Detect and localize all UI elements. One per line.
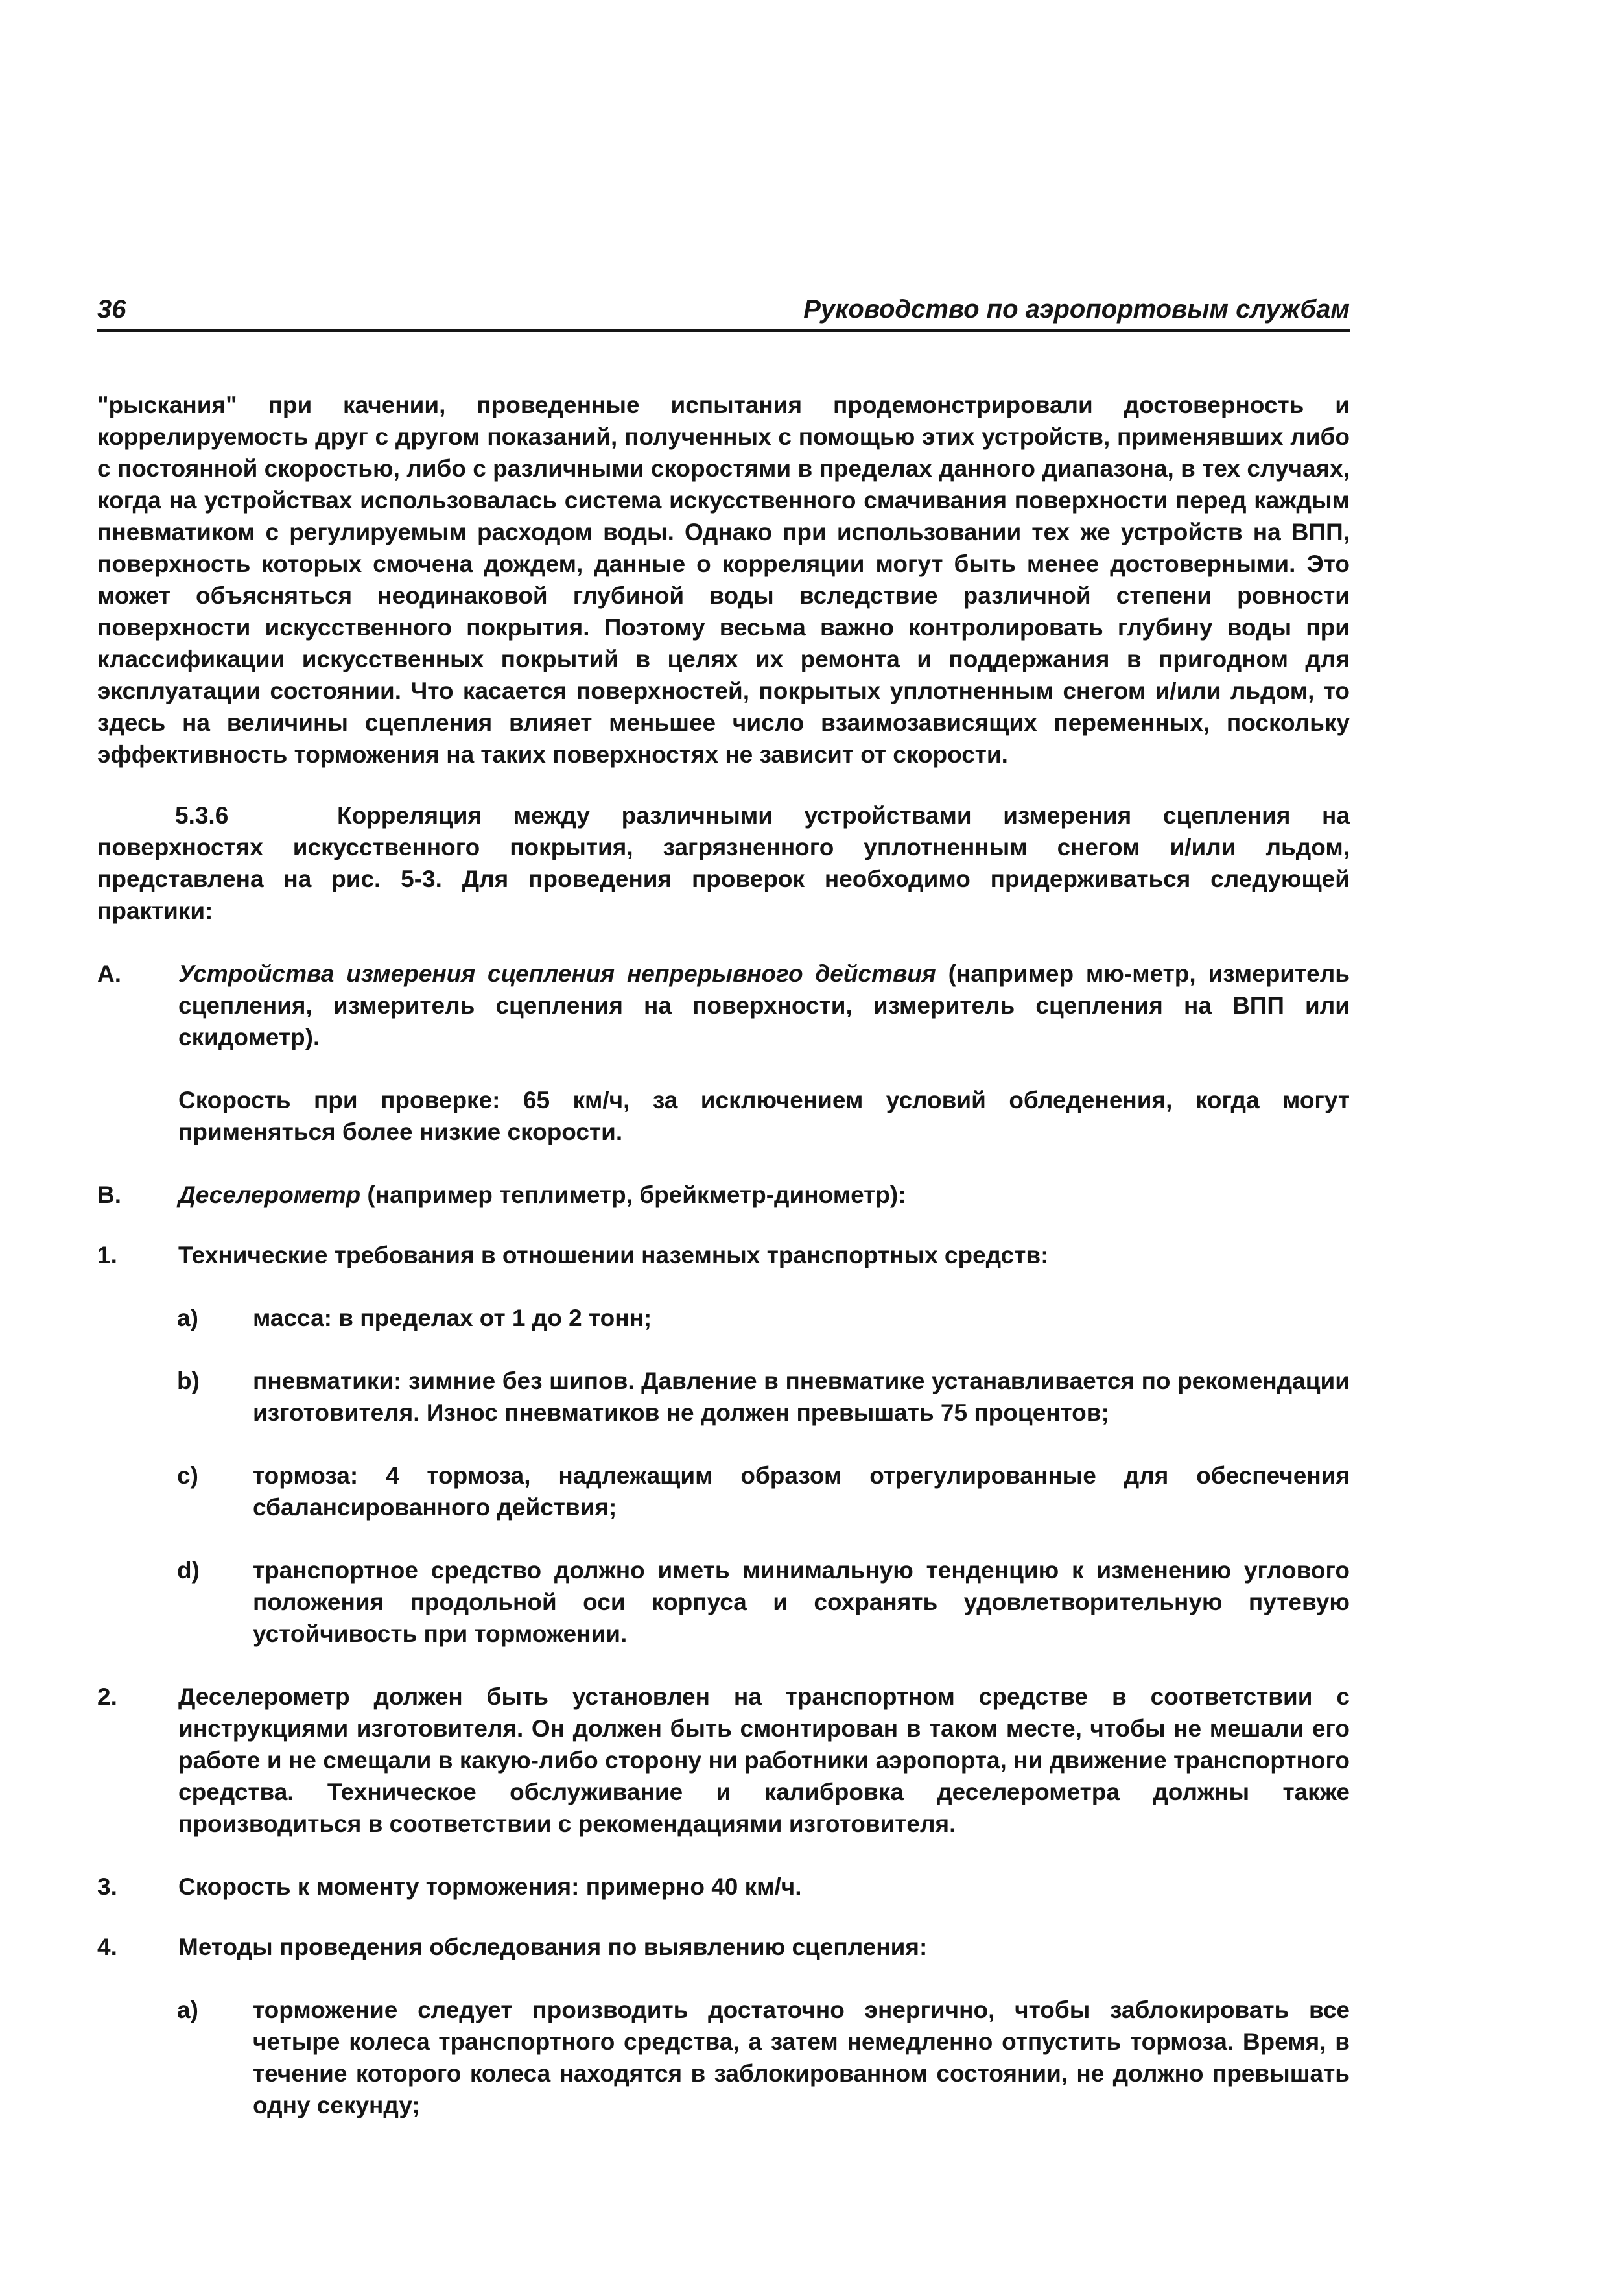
sub-item-label: c) bbox=[177, 1462, 198, 1489]
section-text: Корреляция между различными устройствами измерения сцепления на поверхностях искусственного покрытия, загрязненного уплотненным снегом и/или льдом, представлена на рис. 5-3. Для проведения проверок необходимо придерживаться следующей практики: bbox=[97, 802, 1350, 924]
item-text: Методы проведения обследования по выявлению сцепления: bbox=[178, 1934, 928, 1960]
sub-item-text: пневматики: зимние без шипов. Давление в пневматике устанавливается по рекомендации изготовителя. Износ пневматиков не должен превышать 75 процентов; bbox=[253, 1368, 1350, 1426]
sub-item-1c bbox=[97, 1460, 1350, 1523]
item-text: (например теплиметр, брейкметр-динометр): bbox=[360, 1181, 906, 1208]
sub-item-label: a) bbox=[177, 1305, 198, 1331]
sub-item-label: a) bbox=[177, 1997, 198, 2023]
sub-item-label: d) bbox=[177, 1557, 200, 1584]
list-item-a bbox=[97, 958, 1350, 1053]
section-paragraph bbox=[97, 800, 1350, 927]
list-item-b bbox=[97, 1179, 1350, 1211]
item-text: Технические требования в отношении наземных транспортных средств: bbox=[178, 1242, 1049, 1268]
item-label: 2. bbox=[97, 1683, 117, 1710]
page-header bbox=[97, 287, 1350, 332]
sub-item-1d bbox=[97, 1554, 1350, 1650]
speed-note: Скорость при проверке: 65 км/ч, за исключением условий обледенения, когда могут применяться более низкие скорости. bbox=[178, 1087, 1350, 1145]
item-label: 4. bbox=[97, 1934, 117, 1960]
sub-item-text: масса: в пределах от 1 до 2 тонн; bbox=[253, 1305, 652, 1331]
intro-paragraph: "рыскания" при качении, проведенные испытания продемонстрировали достоверность и коррелируемость друг с другом показаний, полученных с помощью этих устройств, применявших либо с постоянной скоростью, либо с различными скоростями в пределах данного диапазона, в тех случаях, когда на устройствах использовалась система искусственного смачивания поверхности перед каждым пневматиком с регулируемым расходом воды. Однако при использовании тех же устройств на ВПП, поверхность которых смочена дождем, данные о корреляции могут быть менее достоверными. Это может объясняться неодинаковой глубиной воды вследствие различной степени ровности поверхности искусственного покрытия. Поэтому весьма важно контролировать глубину воды при классификации искусственных покрытий в целях их ремонта и поддержания в пригодном для эксплуатации состоянии. Что касается поверхностей, покрытых уплотненным снегом и/или льдом, то здесь на величины сцепления влияет меньшее число взаимозависящих переменных, поскольку эффективность торможения на таких поверхностях не зависит от скорости. bbox=[97, 392, 1350, 768]
document-title: Руководство по аэропортовым службам bbox=[803, 295, 1350, 324]
sub-item-1a bbox=[97, 1302, 1350, 1334]
page-body bbox=[97, 389, 1350, 2121]
item-label: 1. bbox=[97, 1242, 117, 1268]
item-label: A. bbox=[97, 960, 121, 987]
list-item-2 bbox=[97, 1681, 1350, 1840]
sub-item-4a bbox=[97, 1994, 1350, 2121]
list-item-4 bbox=[97, 1931, 1350, 1963]
item-text: Деселерометр должен быть установлен на транспортном средстве в соответствии с инструкциями изготовителя. Он должен быть смонтирован в таком месте, чтобы не мешали его работе и не смещали в какую-либо сторону ни работники аэропорта, ни движение транспортного средства. Техническое обслуживание и калибровка деселерометра должны также производиться в соответствии с рекомендациями изготовителя. bbox=[178, 1683, 1350, 1837]
item-text: (например мю-метр, измеритель сцепления, измеритель сцепления на поверхности, измеритель сцепления на ВПП или скидометр). bbox=[178, 960, 1350, 1050]
section-number: 5.3.6 bbox=[175, 802, 229, 829]
item-title: Устройства измерения сцепления непрерывного действия bbox=[178, 960, 936, 987]
sub-item-1b bbox=[97, 1365, 1350, 1429]
sub-item-text: тормоза: 4 тормоза, надлежащим образом отрегулированные для обеспечения сбалансированного действия; bbox=[253, 1462, 1350, 1521]
list-item-3 bbox=[97, 1871, 1350, 1903]
list-item-1 bbox=[97, 1239, 1350, 1271]
sub-item-label: b) bbox=[177, 1368, 200, 1394]
page-number: 36 bbox=[97, 295, 126, 324]
sub-item-text: транспортное средство должно иметь минимальную тенденцию к изменению углового положения продольной оси корпуса и сохранять удовлетворительную путевую устойчивость при торможении. bbox=[253, 1557, 1350, 1647]
item-label: 3. bbox=[97, 1873, 117, 1900]
item-text: Скорость к моменту торможения: примерно 40 км/ч. bbox=[178, 1873, 802, 1900]
item-label: B. bbox=[97, 1181, 121, 1208]
sub-item-text: торможение следует производить достаточно энергично, чтобы заблокировать все четыре колеса транспортного средства, а затем немедленно отпустить тормоза. Время, в течение которого колеса находятся в заблокированном состоянии, не должно превышать одну секунду; bbox=[253, 1997, 1350, 2118]
item-title: Деселерометр bbox=[178, 1181, 361, 1208]
